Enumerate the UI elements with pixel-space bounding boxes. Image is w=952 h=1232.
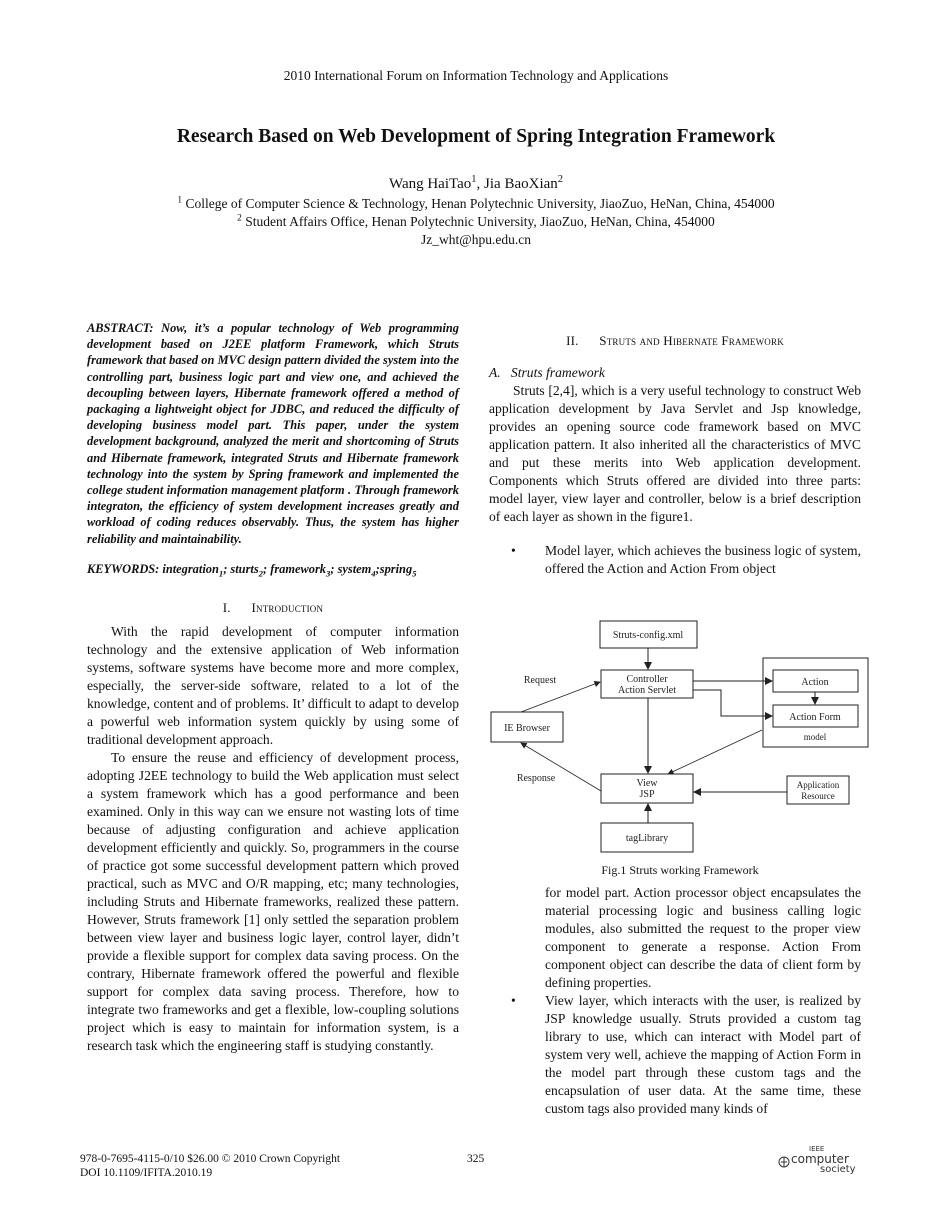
node-view-line1: View: [636, 778, 658, 789]
affiliation-1: [0, 196, 952, 212]
author-list: [0, 176, 952, 193]
subsection-label: A.: [489, 365, 501, 380]
keyword-index: 3: [326, 568, 331, 579]
ieee-cs-logo-icon: [778, 1156, 790, 1168]
affiliation-text: Student Affairs Office, Henan Polytechnic University, JiaoZuo, HeNan, China, 454000: [241, 214, 715, 229]
bullet-view-layer: [489, 992, 861, 1118]
right-column-continued: [489, 884, 861, 1118]
footer-copyright: [80, 1152, 340, 1180]
keyword-index: 4: [371, 568, 376, 579]
abstract: ABSTRACT: Now, it’s a popular technology of Web programming development based on J2EE platform Framework, which Struts framework that based on MVC design pattern divided the system into the controlling part, business logic part and view one, and achieved the decoupling between layers, Hibernate framework offered a method of packaging a lightweight object for JDBC, and reduced the difficulty of developing business model part. This paper, under the system development background, analyzed the merit and shortcoming of Struts and Hibernate framework, integrated Struts and Hibernate framework technology into the system by Spring framework and implemented the college student information management platform . Through framework integraton, the efficiency of system development increases greatly and workload of coding reduces observably. Thus, the system has higher reliability and maintainability.: [87, 321, 459, 546]
node-action-form: Action Form: [789, 712, 841, 723]
keyword-index: 2: [258, 568, 263, 579]
logo-ieee-text: IEEE: [809, 1145, 825, 1153]
author-affiliation-mark: 2: [557, 174, 564, 185]
keyword-separator: ;: [330, 561, 338, 576]
keyword-separator: ;: [375, 561, 380, 576]
bullet-icon: •: [511, 543, 516, 558]
figure-struts-diagram: [485, 615, 875, 860]
bullet-text: for model part. Action processor object encapsulates the material processing logic and business calling logic modules, also submitted the request to the proper view component to generate a response. Action From component object can describe the data of client form by defining properties.: [545, 885, 861, 990]
edge-label-response: Response: [516, 773, 556, 784]
keyword: system: [337, 561, 372, 576]
doi-line: DOI 10.1109/IFITA.2010.19: [80, 1167, 213, 1179]
section-number: II.: [566, 333, 579, 348]
node-browser: IE Browser: [504, 723, 550, 734]
ieee-computer-society-logo: [776, 1145, 866, 1179]
node-app-resource-line2: Resource: [801, 791, 835, 801]
bullet-text: Model layer, which achieves the business logic of system, offered the Action and Action From object: [545, 543, 861, 576]
node-controller-line2: Action Servlet: [617, 685, 677, 696]
affiliation-mark: 1: [177, 195, 183, 206]
logo-computer-text: computer: [791, 1152, 849, 1166]
keywords: [87, 561, 459, 577]
keyword: spring: [379, 561, 413, 576]
author-separator: ,: [476, 176, 485, 192]
keyword-separator: ;: [263, 561, 271, 576]
section-title: Struts and Hibernate Framework: [599, 333, 784, 348]
conference-header: 2010 International Forum on Information Technology and Applications: [283, 68, 669, 83]
author-email: Jz_wht@hpu.edu.cn: [421, 232, 531, 247]
struts-paragraph: Struts [2,4], which is a very useful technology to construct Web application development by Java Servlet and Jsp knowledge, provides an opening source code framework based on MVC application pattern. It also inherited all the characteristics of MVC and put these merits into Web application development. Components which Struts offered are divided into three parts: model layer, view layer and controller, below is a brief description of each layer as shown in the figure1.: [489, 383, 861, 524]
node-action: Action: [801, 677, 829, 688]
right-column: [489, 332, 861, 578]
author-affiliation-mark: 1: [471, 174, 477, 185]
affiliation-mark: 2: [237, 213, 242, 224]
node-view-line2: JSP: [639, 789, 655, 800]
keyword: framework: [270, 561, 326, 576]
intro-paragraph-2: To ensure the reuse and efficiency of development process, adopting J2EE technology to build the Web application must select a system framework which has a good performance and been examined. Only in this way can we ensure not wasting lots of time because of adjusting configuration and achieve application development efficiently and quickly. So, programmers in the course of practice got some successful development pattern which proved practical, such as MVC and O/R mapping, etc; many technologies, including Struts and Hibernate frameworks, realized these pattern. However, Struts framework [1] only settled the separation problem between view layer and business logic layer, control layer, didn’t provide a flexible support for complex data saving process. On the contrary, Hibernate framework offered the powerful and flexible support for complex data saving process. Therefore, how to integrate two frameworks and get a flexible, low-coupling solutions project which is easy to maintain for information system, is a research task which the engineering staff is studying constantly.: [87, 750, 459, 1054]
keyword-separator: ;: [223, 561, 231, 576]
keywords-label: KEYWORDS:: [87, 561, 163, 576]
node-tag-library: tagLibrary: [625, 833, 669, 844]
node-controller-line1: Controller: [626, 674, 668, 685]
keyword-index: 5: [412, 568, 417, 579]
bullet-icon: •: [511, 993, 516, 1008]
intro-paragraph-1: With the rapid development of computer information technology and the extensive application of Web information systems, software systems have become more and more complex, especially, the server-side software, related to a lot of the knowledge, content and of problems. It’ difficult to adapt to develop a powerful web information system quickly by using some of traditional development approach.: [87, 624, 459, 748]
isbn-line: 978-0-7695-4115-0/10 $26.00 © 2010 Crown Copyright: [80, 1153, 341, 1165]
logo-society-text: society: [820, 1164, 856, 1175]
node-model-label: model: [803, 732, 827, 742]
node-struts-config: Struts-config.xml: [612, 630, 684, 641]
affiliation-2: [0, 214, 952, 230]
bullet-model-layer-start: [489, 542, 861, 578]
keyword: integration: [162, 561, 219, 576]
subsection-heading-struts: [489, 364, 861, 382]
section-heading-struts-hibernate: [489, 332, 861, 350]
author-name: Wang HaiTao: [388, 176, 472, 192]
edge-label-request: Request: [523, 675, 557, 686]
figure-caption: Fig.1 Struts working Framework: [601, 863, 759, 877]
bullet-text: View layer, which interacts with the user, is realized by JSP knowledge usually. Struts provided a custom tag library to use, which can interact with Model part of system very well, achieve the mapping of Action Form in the model part through these custom tags and the encapsulation of user data. At the same time, these custom tags also provided many kinds of: [545, 993, 861, 1116]
section-heading-introduction: [87, 599, 459, 617]
node-app-resource-line1: Application: [796, 780, 840, 790]
section-title: Introduction: [251, 600, 324, 616]
keyword: sturts: [230, 561, 259, 576]
bullet-model-layer-continued: [489, 884, 861, 992]
section-number: I.: [222, 600, 231, 616]
keyword-index: 1: [218, 568, 224, 579]
page-number: 325: [467, 1153, 485, 1165]
affiliation-text: College of Computer Science & Technology, Henan Polytechnic University, JiaoZuo, HeNan, China, 454000: [182, 196, 775, 211]
paper-title: Research Based on Web Development of Spring Integration Framework: [176, 126, 776, 147]
author-name: Jia BaoXian: [484, 176, 558, 192]
left-column: [87, 320, 459, 1055]
subsection-title: Struts framework: [510, 365, 605, 380]
